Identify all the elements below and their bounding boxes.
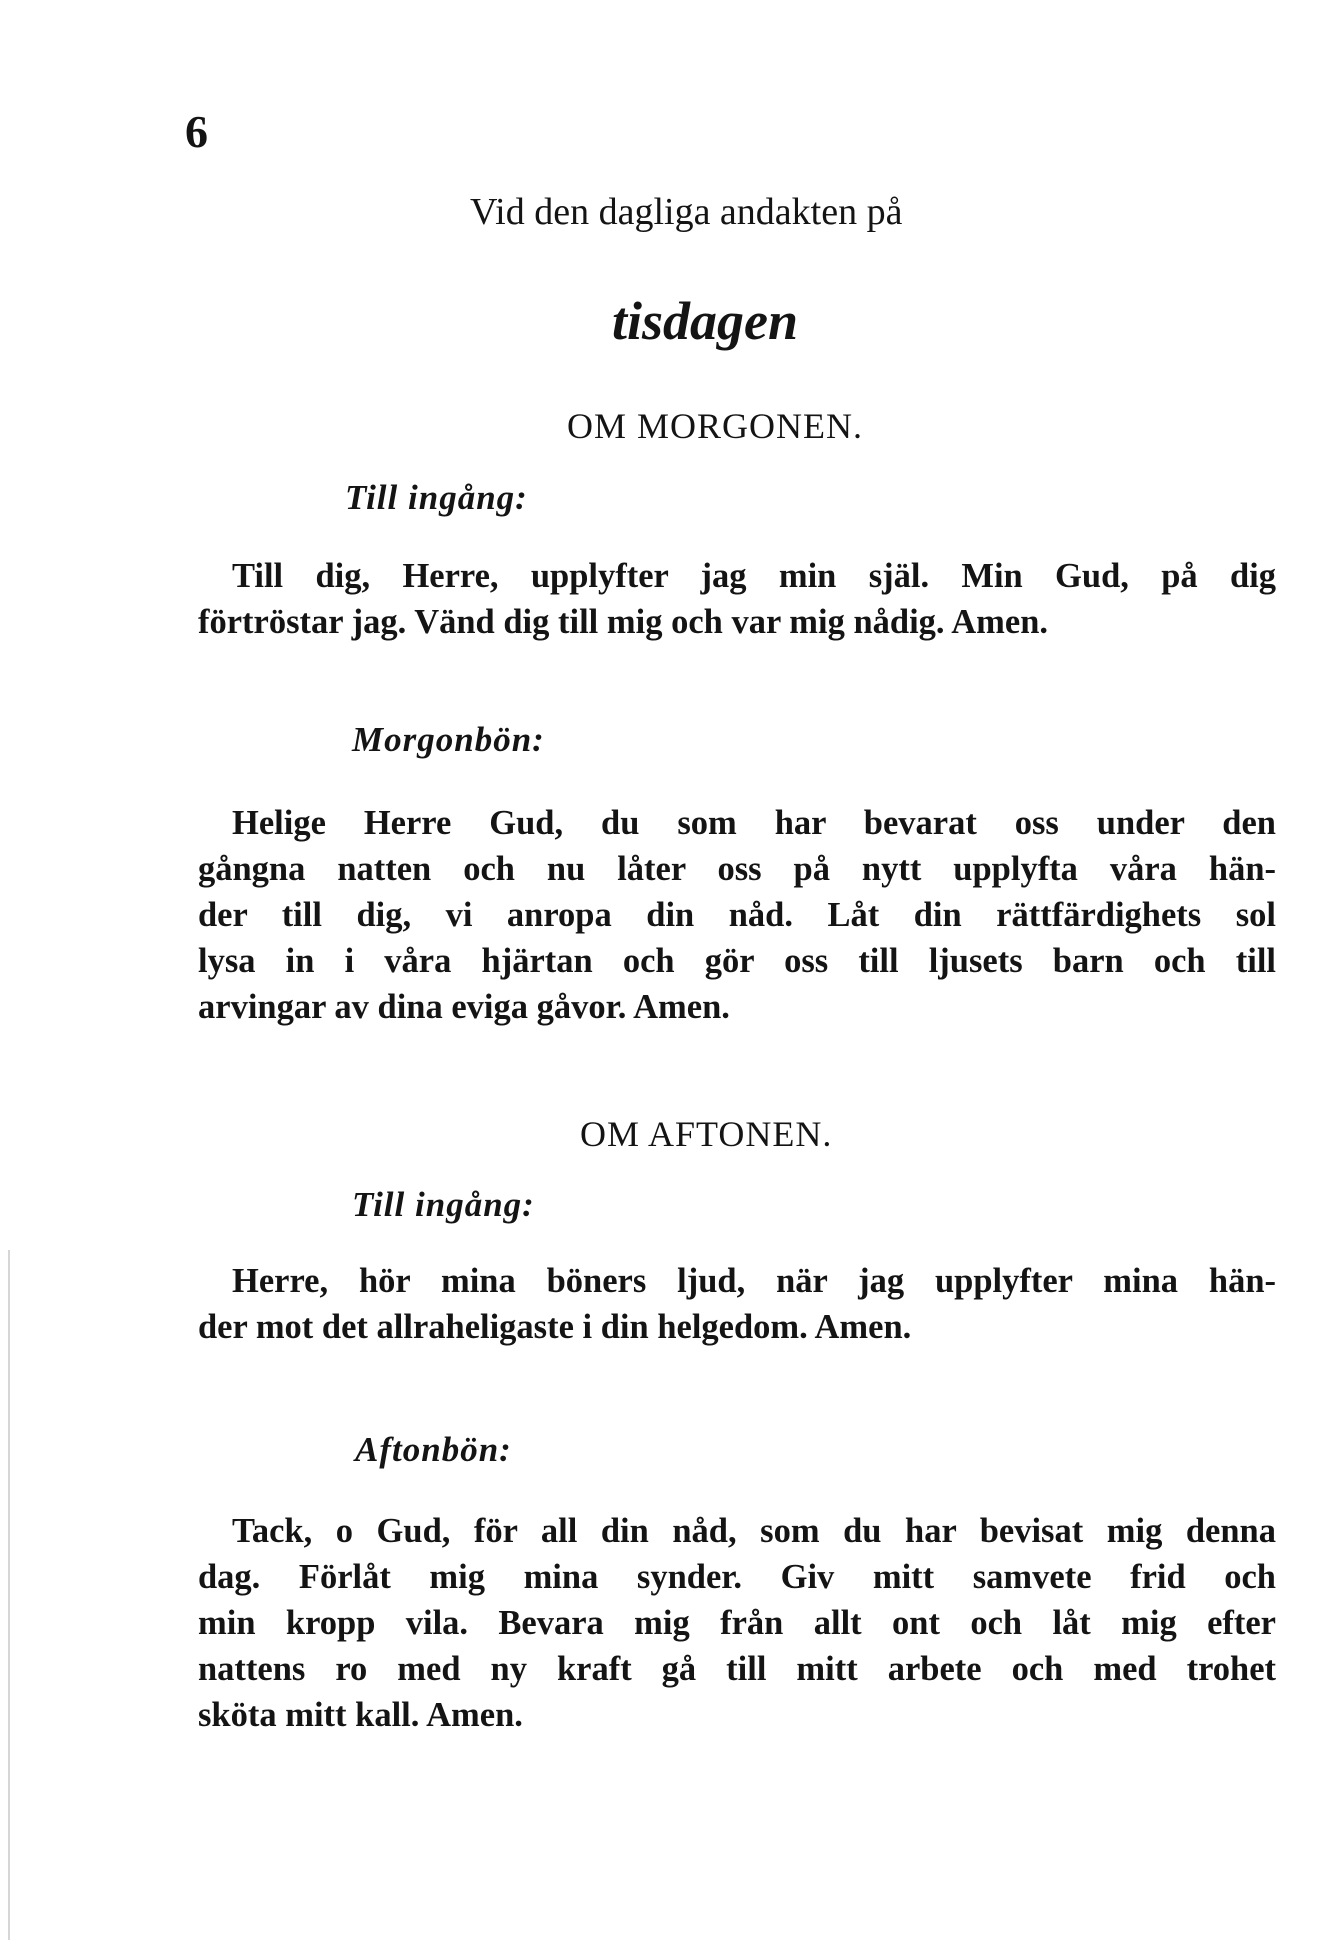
- paragraph-line: Tack, o Gud, för all din nåd, som du har bevisat mig denna: [232, 1512, 1276, 1550]
- paragraph-line: Helige Herre Gud, du som har bevarat oss under den: [232, 804, 1276, 842]
- page-number: 6: [185, 106, 208, 157]
- morning-prayer-paragraph: [198, 800, 1276, 1030]
- paragraph-line: sköta mitt kall. Amen.: [198, 1696, 523, 1734]
- scan-margin-line: [8, 1250, 10, 1940]
- morning-heading: OM MORGONEN.: [567, 406, 864, 446]
- paragraph-line: Till dig, Herre, upplyfter jag min själ. Min Gud, på dig: [232, 557, 1276, 595]
- paragraph-line: Herre, hör mina böners ljud, när jag upplyfter mina hän-: [232, 1262, 1276, 1300]
- morning-intro-label: Till ingång:: [345, 478, 528, 517]
- paragraph-line: nattens ro med ny kraft gå till mitt arbete och med trohet: [198, 1650, 1276, 1688]
- intro-line: Vid den dagliga andakten på: [470, 191, 903, 233]
- paragraph-line: förtröstar jag. Vänd dig till mig och var mig nådig. Amen.: [198, 603, 1049, 641]
- morning-intro-paragraph: [198, 553, 1276, 645]
- paragraph-line: lysa in i våra hjärtan och gör oss till ljusets barn och till: [198, 942, 1276, 980]
- paragraph-line: arvingar av dina eviga gåvor. Amen.: [198, 988, 730, 1026]
- morning-prayer-label: Morgonbön:: [352, 720, 545, 759]
- paragraph-line: min kropp vila. Bevara mig från allt ont och låt mig efter: [198, 1604, 1276, 1642]
- day-title: tisdagen: [612, 291, 799, 351]
- evening-intro-paragraph: [198, 1258, 1276, 1350]
- evening-heading: OM AFTONEN.: [580, 1114, 833, 1154]
- paragraph-line: gångna natten och nu låter oss på nytt upplyfta våra hän-: [198, 850, 1276, 888]
- evening-intro-label: Till ingång:: [352, 1185, 535, 1224]
- paragraph-line: dag. Förlåt mig mina synder. Giv mitt samvete frid och: [198, 1558, 1276, 1596]
- paragraph-line: der till dig, vi anropa din nåd. Låt din rättfärdighets sol: [198, 896, 1276, 934]
- evening-prayer-label: Aftonbön:: [355, 1430, 512, 1469]
- paragraph-line: der mot det allraheligaste i din helgedom. Amen.: [198, 1308, 912, 1346]
- evening-prayer-paragraph: [198, 1508, 1276, 1738]
